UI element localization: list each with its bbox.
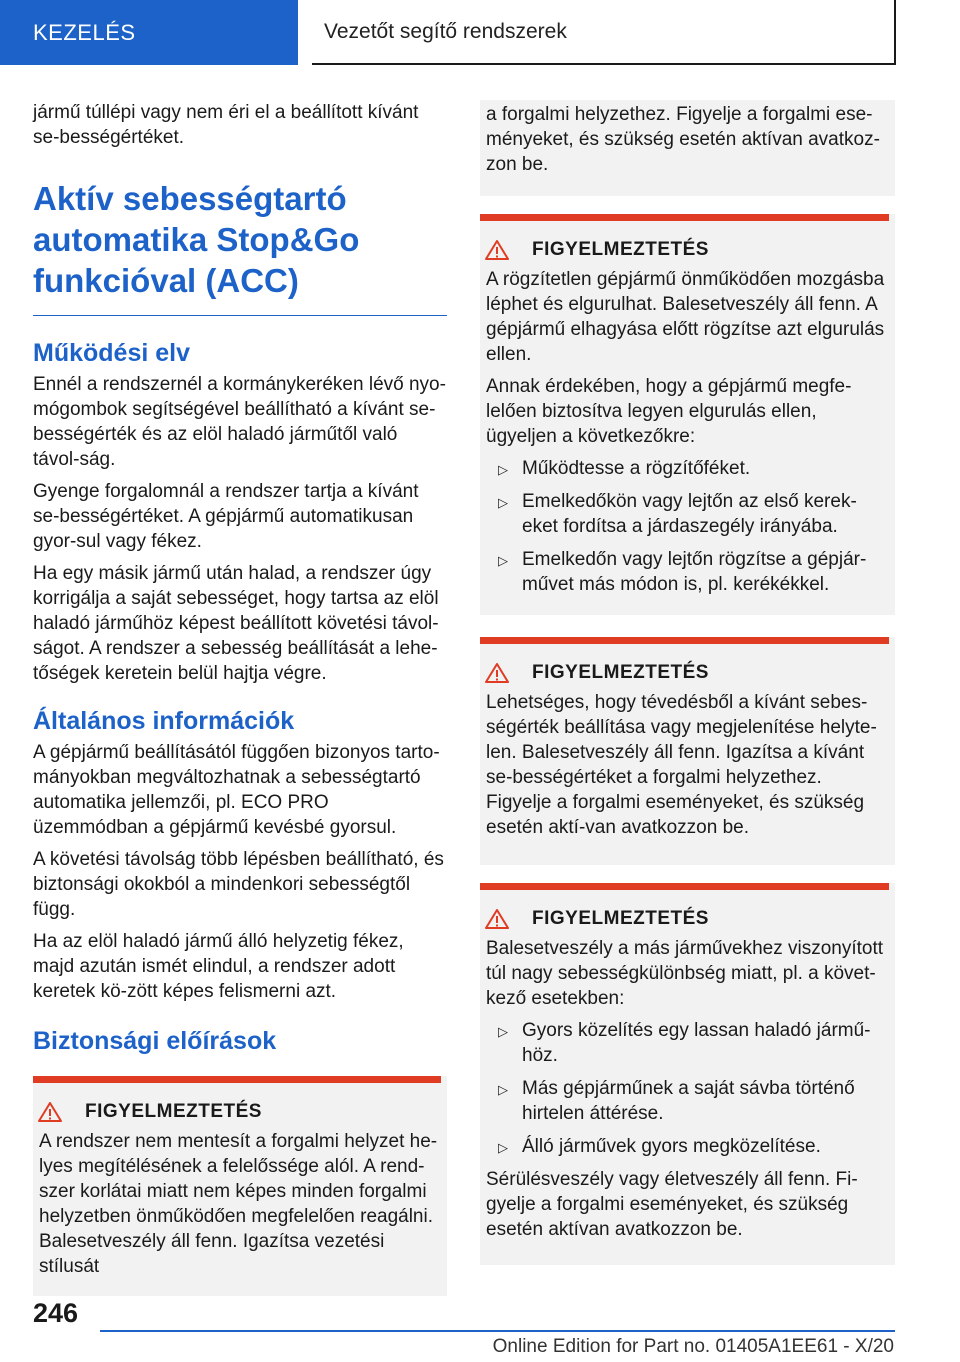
warning-bar (33, 1076, 441, 1083)
warning-title: FIGYELMEZTETÉS (532, 662, 709, 683)
warning-text: a forgalmi helyzethez. Figyelje a forgalmi ese-ményeket, és szükség esetén aktívan avatkoz-zon be. (486, 104, 880, 175)
footer-divider (100, 1330, 895, 1332)
section-title: KEZELÉS (33, 19, 136, 45)
heading-operating-principle: Működési elv (33, 339, 190, 367)
warning-continuation (480, 100, 895, 196)
warning-text: A rendszer nem mentesít a forgalmi helyzet he-lyes megítélésének a felelőssége alól. A rend-szer korlátai miatt nem képes minden forgalmi helyzetben önműködően megfelelően reagálni. Balesetveszély áll fenn. Igazítsa vezetési stílusát (39, 1131, 438, 1277)
warning-header (480, 662, 889, 684)
paragraph: Ha az elöl haladó jármű álló helyzetig fékez, majd azután ismét elindul, a rendszer adott keretek kö-zött képes felismerni azt. (33, 931, 404, 1002)
list-item-text: Álló járművek gyors megközelítése. (522, 1136, 821, 1157)
chapter-tab (312, 0, 896, 65)
heading-safety-notes: Biztonsági előírások (33, 1027, 277, 1055)
warning-title: FIGYELMEZTETÉS (85, 1101, 262, 1122)
warning-text: Lehetséges, hogy tévedésből a kívánt sebes-ségérték beállítása vagy megjelenítése helyte-len. Balesetveszély áll fenn. Igazítsa a kívánt se-bességértéket a forgalmi helyzethez. Figyelje a forgalmi eseményeket, és szükség esetén aktí-van avatkozzon be. (486, 692, 877, 838)
warning-box (480, 214, 895, 615)
page-number: 246 (33, 1298, 79, 1328)
warning-bar (480, 637, 889, 644)
warning-bar (480, 214, 889, 221)
warning-header (480, 908, 889, 930)
edition-note: Online Edition for Part no. 01405A1EE61 - X/20 (492, 1336, 894, 1357)
warning-triangle-icon (484, 239, 510, 261)
triangle-bullet-icon: ▷ (498, 495, 508, 510)
list-item (480, 1076, 889, 1126)
list-item (480, 456, 889, 481)
warning-triangle-icon (37, 1101, 63, 1123)
triangle-bullet-icon: ▷ (498, 553, 508, 568)
paragraph: A gépjármű beállításától függően bizonyos tarto-mányokban megváltozhatnak a sebességtartó automatika jellemzői, pl. ECO PRO üzemmódban a gépjármű kevésbé gyorsul. (33, 742, 440, 838)
paragraph: Ennél a rendszernél a kormánykeréken lévő nyo-mógombok segítségével beállítható a kívánt se-bességérték és az elöl haladó járműtől való távol-ság. (33, 374, 446, 470)
list-item-text: Emelkedőkön vagy lejtőn az első kerek-eket fordítsa a járdaszegély irányába. (522, 491, 857, 537)
list-item (480, 1134, 889, 1159)
page-title: Aktív sebességtartó automatika Stop&Go funkcióval (ACC) (33, 180, 360, 299)
triangle-bullet-icon: ▷ (498, 1140, 508, 1155)
warning-text: Balesetveszély a más járművekhez viszonyított túl nagy sebességkülönbség miatt, pl. a követ-kező esetekben: (486, 938, 884, 1009)
warning-title: FIGYELMEZTETÉS (532, 908, 709, 929)
triangle-bullet-icon: ▷ (498, 462, 508, 477)
warning-triangle-icon (484, 662, 510, 684)
warning-header (33, 1101, 441, 1123)
warning-box (480, 883, 895, 1265)
warning-text: A rögzítetlen gépjármű önműködően mozgásba léphet és elgurulhat. Balesetveszély áll fenn. A gépjármű elhagyása előtt rögzítse azt elgurulás ellen. (486, 269, 885, 365)
warning-text: Sérülésveszély vagy életveszély áll fenn. Fi-gyelje a forgalmi eseményeket, és szükség esetén aktívan avatkozzon be. (486, 1169, 858, 1240)
list-item-text: Emelkedőn vagy lejtőn rögzítse a gépjár-művet más módon is, pl. kerékékkel. (522, 549, 867, 595)
right-column (480, 100, 895, 1265)
title-divider (33, 315, 447, 316)
section-tab (0, 0, 298, 65)
triangle-bullet-icon: ▷ (498, 1024, 508, 1039)
warning-title: FIGYELMEZTETÉS (532, 239, 709, 260)
intro-paragraph: jármű túllépi vagy nem éri el a beállított kívánt se-bességértéket. (33, 102, 419, 148)
warning-triangle-icon (484, 908, 510, 930)
warning-box (480, 637, 895, 865)
list-item (480, 1018, 889, 1068)
warning-bar (480, 883, 889, 890)
bullet-list (480, 1018, 889, 1159)
heading-general-info: Általános információk (33, 707, 295, 735)
list-item-text: Más gépjárműnek a saját sávba történő hirtelen áttérése. (522, 1078, 855, 1124)
list-item (480, 547, 889, 597)
triangle-bullet-icon: ▷ (498, 1082, 508, 1097)
paragraph: Ha egy másik jármű után halad, a rendszer úgy korrigálja a saját sebességet, hogy tartsa az elöl haladó járműhöz képest beállított követési távol-ságot. A rendszer a sebesség beállítását a lehe-tőségek keretein belül hajtja végre. (33, 563, 439, 684)
list-item-text: Működtesse a rögzítőféket. (522, 458, 751, 479)
list-item (480, 489, 889, 539)
list-item-text: Gyors közelítés egy lassan haladó jármű-höz. (522, 1020, 871, 1066)
warning-box (33, 1076, 447, 1296)
chapter-title: Vezetőt segítő rendszerek (324, 19, 567, 43)
warning-text: Annak érdekében, hogy a gépjármű megfe-lelően biztosítva legyen elgurulás ellen, ügyeljen a következőkre: (486, 376, 852, 447)
left-column (33, 100, 447, 1296)
bullet-list (480, 456, 889, 597)
paragraph: Gyenge forgalomnál a rendszer tartja a kívánt se-bességértéket. A gépjármű automatikusan gyor-sul vagy fékez. (33, 481, 419, 552)
paragraph: A követési távolság több lépésben beállítható, és biztonsági okokból a mindenkori sebességtől függ. (33, 849, 444, 920)
warning-header (480, 239, 889, 261)
